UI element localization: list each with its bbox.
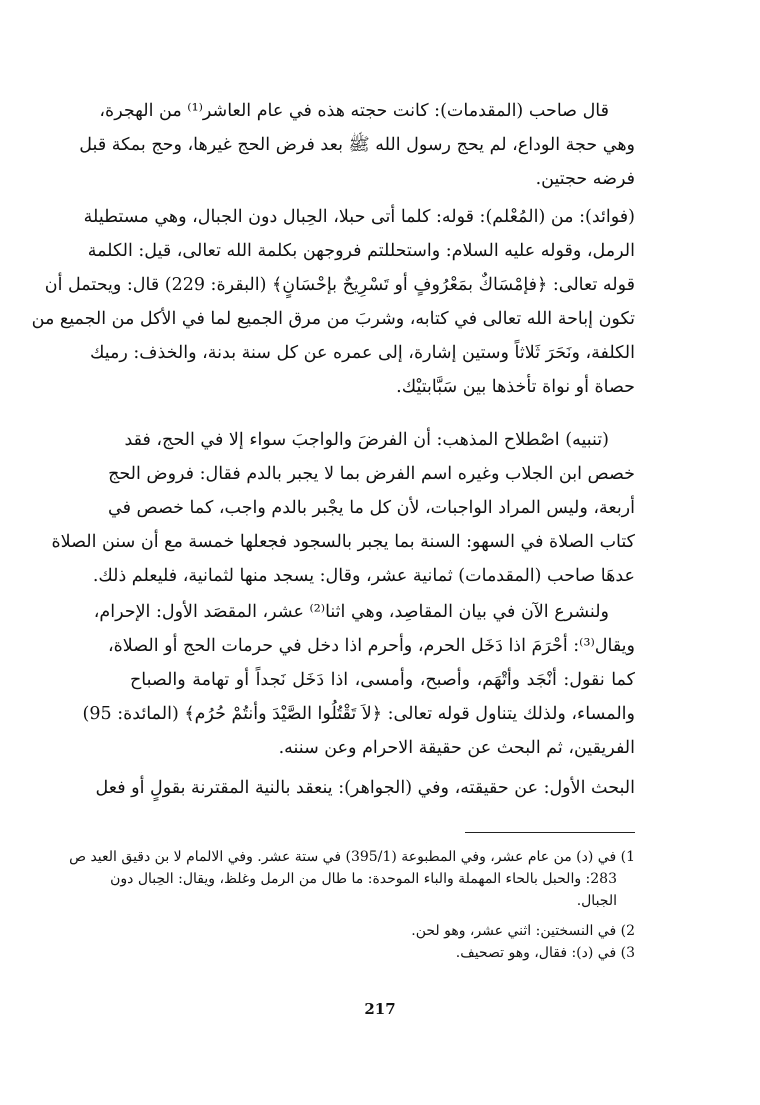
footnote-number: 3)	[620, 945, 635, 961]
text-line: الكلفة، ونَحَرَ ثَلاثاً وستين إشارة، إلى عمره عن كل سنة بدنة، والخذف: رميك	[89, 343, 635, 363]
footnote-number: 1)	[620, 849, 635, 865]
footnote-text: في النسختين: اثني عشر، وهو لحن.	[411, 923, 617, 939]
paragraph	[82, 595, 635, 765]
text-line: قوله تعالى: ﴿فإمْسَاكٌ بمَعْرُوفٍ أو تَسْرِيحٌ بإحْسَانٍ﴾ (البقرة: 229) قال: ويحتمل أن	[44, 275, 635, 295]
footnote-3	[138, 942, 635, 964]
text-line: (فوائد): من (المُعْلم): قوله: كلما أتى حبلا، الحِبال دون الجبال، وهي مستطيلة	[83, 207, 635, 227]
text-line: ولنشرع الآن في بيان المقاصِد، وهي اثنا⁽²⁾ عشر، المقصَد الأول: الإحرام،	[93, 602, 609, 622]
footnote-line: الجبال.	[576, 893, 617, 909]
footnote-text: في (د): فقال، وهو تصحيف.	[455, 945, 617, 961]
footnote-line	[69, 846, 635, 868]
text-line: الفريقين، ثم البحث عن حقيقة الاحرام وعن سننه.	[278, 738, 635, 758]
text-line: كما نقول: أنْجَد وأتْهَم، وأصبح، وأمسى، اذا دَخَل نَجداً أو تهامة والصباح	[130, 670, 635, 690]
text-line: ويقال⁽³⁾: أحْرَمَ اذا دَخَل الحرم، وأحرم اذا دخل في حرمات الحج أو الصلاة،	[107, 636, 635, 656]
footnote-line	[138, 920, 635, 942]
footnote-number: 2)	[620, 923, 635, 939]
footnote-text: في (د) من عام عشر، وفي المطبوعة (395/1) في ستة عشر. وفي الالمام لا بن دقيق العيد ص	[69, 849, 617, 865]
footnote-line	[138, 942, 635, 964]
footnotes	[69, 846, 635, 964]
text-line: خصص ابن الجلاب وغيره اسم الفرض بما لا يجبر بالدم فقال: فروض الحج	[108, 464, 635, 484]
text-line: حصاة أو نواة تأخذها بين سَبَّابتيْك.	[396, 377, 635, 397]
paragraph	[95, 771, 635, 805]
footnote-2	[138, 920, 635, 942]
footnote-divider	[465, 832, 635, 833]
text-line: تكون إباحة الله تعالى في كتابه، وشربَ من مرق الجميع لما في الأكل من الجميع من	[31, 309, 635, 329]
footnote-line: 283: والحبل بالحاء المهملة والباء الموحدة: ما طال من الرمل وغلظ، ويقال: الحِبال دون	[110, 871, 617, 887]
text-line: البحث الأول: عن حقيقته، وفي (الجواهر): ينعقد بالنية المقترنة بقولٍ أو فعل	[95, 778, 635, 798]
text-line: كتاب الصلاة في السهو: السنة بما يجبر بالسجود فجعلها خمسة مع أن سنن الصلاة	[51, 532, 635, 552]
text-line: والمساء، ولذلك يتناول قوله تعالى: ﴿لاَ تَقْتُلُوا الصَّيْدَ وأنتُمْ حُرُم﴾ (المائدة: 95)	[82, 704, 635, 724]
page-number: 217	[364, 1000, 396, 1018]
paragraph	[51, 423, 635, 593]
text-line: أربعة، وليس المراد الواجبات، لأن كل ما يجْبر بالدم واجب، كما خصص في	[108, 498, 635, 518]
text-line: قال صاحب (المقدمات): كانت حجته هذه في عام العاشر⁽¹⁾ من الهجرة،	[99, 101, 609, 121]
text-line: الرمل، وقوله عليه السلام: واستحللتم فروجهن بكلمة الله تعالى، قيل: الكلمة	[87, 241, 635, 261]
paragraph	[79, 94, 635, 196]
footnote-1	[69, 846, 635, 912]
text-line: (تنبيه) اصْطلاح المذهب: أن الفرضَ والواجبَ سواء إلا في الحج، فقد	[124, 430, 609, 450]
text-line: عدهَا صاحب (المقدمات) ثمانية عشر، وقال: يسجد منها لثمانية، فليعلم ذلك.	[92, 566, 635, 586]
paragraph	[31, 200, 635, 404]
text-line: فرضه حجتين.	[535, 169, 635, 189]
text-line: وهي حجة الوداع، لم يحج رسول الله ﷺ بعد فرض الحج غيرها، وحج بمكة قبل	[79, 135, 635, 155]
